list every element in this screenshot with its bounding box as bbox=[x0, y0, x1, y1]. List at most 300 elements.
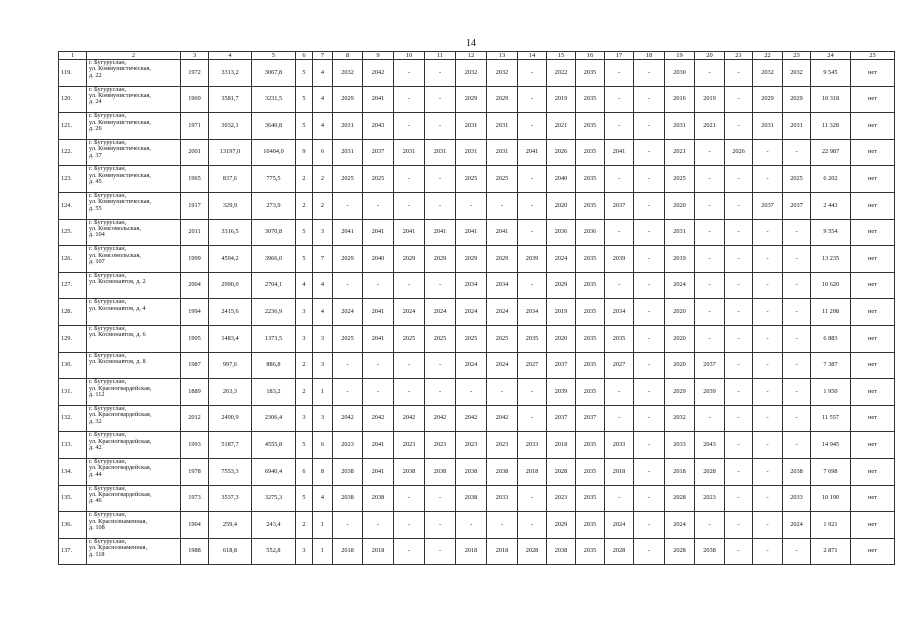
data-cell: - bbox=[753, 166, 783, 193]
data-cell: 3313,2 bbox=[209, 60, 252, 87]
data-cell: 2032 bbox=[487, 60, 518, 87]
data-cell: 2 bbox=[296, 192, 313, 219]
data-cell: 10 318 bbox=[811, 86, 851, 113]
data-cell: - bbox=[487, 512, 518, 539]
column-number-header: 23 bbox=[783, 52, 811, 60]
data-cell: - bbox=[634, 113, 665, 140]
data-cell: 5 bbox=[296, 60, 313, 87]
data-cell: - bbox=[725, 405, 753, 432]
data-cell: 2306,4 bbox=[252, 405, 296, 432]
data-cell: 1995 bbox=[181, 325, 209, 352]
data-cell: - bbox=[695, 299, 725, 326]
data-cell: 6940,4 bbox=[252, 458, 296, 485]
table-row bbox=[59, 86, 895, 113]
data-cell: 2029 bbox=[456, 86, 487, 113]
data-cell: 2016 bbox=[665, 86, 695, 113]
data-cell: 2 443 bbox=[811, 192, 851, 219]
address-line: ул. Комсомольская, bbox=[89, 251, 141, 259]
data-cell: 3 bbox=[313, 219, 333, 246]
data-cell: 2037 bbox=[695, 352, 725, 379]
data-cell: 775,5 bbox=[252, 166, 296, 193]
data-cell: 2 bbox=[296, 352, 313, 379]
data-cell: 2038 bbox=[425, 458, 456, 485]
address-line: г. Бугуруслан, bbox=[89, 272, 127, 279]
data-cell: 2042 bbox=[363, 60, 394, 87]
data-cell: - bbox=[518, 113, 547, 140]
data-cell: 1993 bbox=[181, 432, 209, 459]
data-cell: 2031 bbox=[333, 139, 363, 166]
table-row bbox=[59, 113, 895, 140]
column-number-header: 11 bbox=[425, 52, 456, 60]
column-number-header: 10 bbox=[394, 52, 425, 60]
data-cell: 6 202 bbox=[811, 166, 851, 193]
data-cell: 2035 bbox=[518, 325, 547, 352]
address-line: ул. Коммунистическая, bbox=[89, 145, 151, 153]
address-line: ул. Космонавтов, д. 6 bbox=[89, 331, 146, 339]
data-cell: 3640,8 bbox=[252, 113, 296, 140]
data-cell: - bbox=[634, 60, 665, 87]
address-line: д. 42 bbox=[89, 444, 102, 452]
data-cell: 2035 bbox=[576, 139, 605, 166]
data-cell: - bbox=[518, 219, 547, 246]
data-cell: 4 bbox=[313, 86, 333, 113]
data-cell: 2025 bbox=[783, 166, 811, 193]
data-cell: - bbox=[425, 192, 456, 219]
data-cell: 2019 bbox=[695, 86, 725, 113]
data-cell: 2018 bbox=[487, 538, 518, 565]
data-cell: - bbox=[753, 512, 783, 539]
data-cell: 2032 bbox=[665, 405, 695, 432]
row-number: 127. bbox=[59, 272, 87, 299]
row-number: 129. bbox=[59, 325, 87, 352]
data-cell: 886,8 bbox=[252, 352, 296, 379]
data-cell: 1917 bbox=[181, 192, 209, 219]
data-cell: нет bbox=[851, 113, 895, 140]
data-cell: 2029 bbox=[547, 512, 576, 539]
address-cell bbox=[87, 299, 181, 326]
address-line: ул. Красногвардейская, bbox=[89, 437, 152, 445]
data-cell: 2037 bbox=[753, 192, 783, 219]
data-cell: 2036 bbox=[547, 219, 576, 246]
data-cell: - bbox=[363, 272, 394, 299]
data-cell: 2236,9 bbox=[252, 299, 296, 326]
data-cell: - bbox=[634, 512, 665, 539]
table-row bbox=[59, 325, 895, 352]
data-cell: 10 620 bbox=[811, 272, 851, 299]
data-cell: 2028 bbox=[518, 538, 547, 565]
data-cell: 2031 bbox=[333, 113, 363, 140]
data-cell: 1987 bbox=[181, 352, 209, 379]
data-cell: 3 bbox=[296, 538, 313, 565]
data-cell: - bbox=[783, 325, 811, 352]
address-line: г. Бугуруслан, bbox=[89, 511, 127, 519]
data-cell: - bbox=[425, 166, 456, 193]
data-cell: 2042 bbox=[333, 405, 363, 432]
row-number: 120. bbox=[59, 86, 87, 113]
data-cell: - bbox=[695, 272, 725, 299]
column-number-header: 5 bbox=[252, 52, 296, 60]
data-cell: - bbox=[725, 352, 753, 379]
data-cell: 14 945 bbox=[811, 432, 851, 459]
address-line: д. 108 bbox=[89, 523, 105, 531]
data-cell: 3537,3 bbox=[209, 485, 252, 512]
data-cell: 2030 bbox=[665, 60, 695, 87]
data-cell: 1 bbox=[313, 512, 333, 539]
table-row bbox=[59, 219, 895, 246]
data-cell: 997,6 bbox=[209, 352, 252, 379]
data-cell: - bbox=[634, 166, 665, 193]
data-cell: 2038 bbox=[333, 485, 363, 512]
address-line: ул. Коммунистическая, bbox=[89, 198, 151, 206]
data-cell: 2028 bbox=[665, 485, 695, 512]
data-cell: 2035 bbox=[576, 86, 605, 113]
data-cell: 2029 bbox=[783, 86, 811, 113]
address-cell bbox=[87, 538, 181, 565]
data-cell: 2024 bbox=[665, 272, 695, 299]
data-cell: - bbox=[394, 485, 425, 512]
data-cell: - bbox=[753, 405, 783, 432]
data-cell: 2025 bbox=[456, 166, 487, 193]
data-cell: 2029 bbox=[487, 246, 518, 273]
data-cell: - bbox=[333, 512, 363, 539]
data-cell: 2024 bbox=[456, 299, 487, 326]
address-cell bbox=[87, 192, 181, 219]
column-number-header: 16 bbox=[576, 52, 605, 60]
data-cell: 4594,2 bbox=[209, 246, 252, 273]
data-cell: 2038 bbox=[394, 458, 425, 485]
data-cell: 2041 bbox=[363, 299, 394, 326]
data-cell: - bbox=[634, 219, 665, 246]
data-cell: - bbox=[518, 192, 547, 219]
data-cell: - bbox=[753, 432, 783, 459]
address-cell bbox=[87, 113, 181, 140]
data-cell: 2021 bbox=[547, 113, 576, 140]
data-cell: 8 bbox=[313, 458, 333, 485]
data-cell: - bbox=[783, 139, 811, 166]
address-line: г. Бугуруслан, bbox=[89, 219, 127, 226]
data-cell: 2019 bbox=[547, 299, 576, 326]
data-cell: - bbox=[695, 166, 725, 193]
data-cell: - bbox=[725, 485, 753, 512]
column-number-header: 7 bbox=[313, 52, 333, 60]
address-line: г. Бугуруслан, bbox=[89, 458, 127, 465]
address-line: д. 37 bbox=[89, 151, 102, 159]
data-cell: - bbox=[425, 352, 456, 379]
row-number: 126. bbox=[59, 246, 87, 273]
data-cell: 2018 bbox=[605, 458, 634, 485]
data-cell: 2025 bbox=[456, 325, 487, 352]
data-cell: нет bbox=[851, 299, 895, 326]
data-cell: 2021 bbox=[695, 113, 725, 140]
data-cell: 329,9 bbox=[209, 192, 252, 219]
data-cell: нет bbox=[851, 538, 895, 565]
data-cell: 2039 bbox=[695, 379, 725, 406]
data-cell: 2032 bbox=[753, 60, 783, 87]
data-cell: нет bbox=[851, 458, 895, 485]
data-cell: - bbox=[363, 352, 394, 379]
data-cell: - bbox=[605, 219, 634, 246]
data-cell: 2001 bbox=[181, 139, 209, 166]
data-cell: 11 557 bbox=[811, 405, 851, 432]
data-cell: - bbox=[783, 379, 811, 406]
data-cell: нет bbox=[851, 272, 895, 299]
data-cell: 2039 bbox=[605, 246, 634, 273]
row-number: 130. bbox=[59, 352, 87, 379]
data-cell: 2032 bbox=[783, 60, 811, 87]
data-cell: 2034 bbox=[487, 272, 518, 299]
data-cell: - bbox=[753, 458, 783, 485]
data-cell: 1972 bbox=[181, 60, 209, 87]
data-cell: 2018 bbox=[456, 538, 487, 565]
data-cell: - bbox=[394, 166, 425, 193]
data-cell: - bbox=[783, 352, 811, 379]
data-cell: - bbox=[425, 86, 456, 113]
data-cell: 1889 bbox=[181, 379, 209, 406]
row-number: 122. bbox=[59, 139, 87, 166]
address-cell bbox=[87, 325, 181, 352]
address-line: г. Бугуруслан, bbox=[89, 431, 127, 439]
data-cell: 2038 bbox=[456, 458, 487, 485]
data-cell: 2029 bbox=[487, 86, 518, 113]
data-cell: - bbox=[456, 192, 487, 219]
table-row bbox=[59, 512, 895, 539]
column-number-header: 6 bbox=[296, 52, 313, 60]
data-cell: 2031 bbox=[456, 139, 487, 166]
data-cell: - bbox=[425, 538, 456, 565]
address-cell bbox=[87, 405, 181, 432]
data-cell: нет bbox=[851, 60, 895, 87]
address-line: д. 44 bbox=[89, 470, 102, 478]
data-cell: 4 bbox=[313, 60, 333, 87]
data-cell: 2035 bbox=[576, 485, 605, 512]
data-cell: - bbox=[725, 86, 753, 113]
address-cell bbox=[87, 432, 181, 459]
data-cell: 2023 bbox=[425, 432, 456, 459]
address-cell bbox=[87, 485, 181, 512]
address-line: д. 46 bbox=[89, 497, 102, 505]
address-cell bbox=[87, 458, 181, 485]
data-cell: - bbox=[753, 352, 783, 379]
data-cell: - bbox=[425, 272, 456, 299]
column-number-header: 25 bbox=[851, 52, 895, 60]
data-cell: 2020 bbox=[665, 325, 695, 352]
data-cell: - bbox=[634, 458, 665, 485]
data-cell: - bbox=[725, 246, 753, 273]
row-number: 137. bbox=[59, 538, 87, 565]
row-number: 134. bbox=[59, 458, 87, 485]
data-cell: - bbox=[333, 352, 363, 379]
data-cell: 2035 bbox=[576, 246, 605, 273]
data-cell: - bbox=[695, 139, 725, 166]
column-number-header: 2 bbox=[87, 52, 181, 60]
data-cell: - bbox=[363, 192, 394, 219]
data-cell: 2025 bbox=[425, 325, 456, 352]
data-cell: 2035 bbox=[576, 379, 605, 406]
data-cell: 2025 bbox=[394, 325, 425, 352]
data-cell: - bbox=[725, 538, 753, 565]
data-cell: 2038 bbox=[547, 538, 576, 565]
data-cell: 2024 bbox=[425, 299, 456, 326]
column-number-header: 18 bbox=[634, 52, 665, 60]
data-cell: 1 950 bbox=[811, 379, 851, 406]
row-number: 119. bbox=[59, 60, 87, 87]
data-cell: 2037 bbox=[783, 192, 811, 219]
data-cell: 2033 bbox=[518, 432, 547, 459]
data-cell: - bbox=[634, 379, 665, 406]
address-cell bbox=[87, 512, 181, 539]
data-cell: - bbox=[725, 432, 753, 459]
column-number-header: 8 bbox=[333, 52, 363, 60]
data-cell: - bbox=[634, 272, 665, 299]
data-cell: - bbox=[725, 272, 753, 299]
data-cell: 2042 bbox=[456, 405, 487, 432]
data-cell: 2024 bbox=[783, 512, 811, 539]
data-cell: 263,3 bbox=[209, 379, 252, 406]
data-cell: - bbox=[605, 272, 634, 299]
data-cell: 7553,3 bbox=[209, 458, 252, 485]
data-cell: - bbox=[363, 512, 394, 539]
table-row bbox=[59, 60, 895, 87]
data-cell: 4 bbox=[313, 485, 333, 512]
data-cell: 2027 bbox=[605, 352, 634, 379]
data-cell: 2040 bbox=[547, 166, 576, 193]
data-cell: 2035 bbox=[605, 325, 634, 352]
data-cell: - bbox=[333, 272, 363, 299]
address-line: ул. Коммунистическая, bbox=[89, 65, 151, 73]
data-cell: 2026 bbox=[725, 139, 753, 166]
data-cell: 2031 bbox=[394, 139, 425, 166]
table-row bbox=[59, 246, 895, 273]
data-cell: 2038 bbox=[456, 485, 487, 512]
data-cell: 4 bbox=[313, 299, 333, 326]
data-cell: 2037 bbox=[605, 192, 634, 219]
data-cell: 3 bbox=[296, 299, 313, 326]
data-cell: 2018 bbox=[333, 538, 363, 565]
data-cell: 1969 bbox=[181, 86, 209, 113]
address-line: ул. Красногвардейская, bbox=[89, 490, 152, 498]
table-row bbox=[59, 299, 895, 326]
address-line: ул. Краснознаменная, bbox=[89, 544, 148, 552]
data-cell: - bbox=[333, 379, 363, 406]
data-cell: 2490,9 bbox=[209, 405, 252, 432]
address-line: д. 55 bbox=[89, 204, 102, 212]
data-cell: 273,9 bbox=[252, 192, 296, 219]
data-cell: 2025 bbox=[487, 325, 518, 352]
data-cell: 2041 bbox=[333, 219, 363, 246]
data-cell: нет bbox=[851, 166, 895, 193]
address-line: г. Бугуруслан, bbox=[89, 139, 127, 146]
data-cell: 3 bbox=[296, 405, 313, 432]
data-cell: 3067,8 bbox=[252, 60, 296, 87]
data-cell: - bbox=[425, 485, 456, 512]
data-cell: 2032 bbox=[456, 60, 487, 87]
data-cell: 2029 bbox=[333, 86, 363, 113]
address-line: г. Бугуруслан, bbox=[89, 165, 127, 173]
data-cell: 2037 bbox=[547, 352, 576, 379]
address-line: ул. Космонавтов, д. 2 bbox=[89, 278, 146, 286]
data-cell: 2024 bbox=[605, 512, 634, 539]
data-cell: 3 bbox=[313, 405, 333, 432]
data-cell: 4 bbox=[313, 113, 333, 140]
address-line: ул. Красногвардейская, bbox=[89, 411, 152, 419]
data-cell: - bbox=[634, 299, 665, 326]
data-cell: 1994 bbox=[181, 299, 209, 326]
data-cell: 2019 bbox=[547, 86, 576, 113]
data-cell: 5 bbox=[296, 86, 313, 113]
data-cell: - bbox=[783, 299, 811, 326]
data-cell: 2023 bbox=[695, 485, 725, 512]
header-row bbox=[59, 52, 895, 60]
data-cell: - bbox=[725, 299, 753, 326]
column-number-header: 20 bbox=[695, 52, 725, 60]
column-number-header: 17 bbox=[605, 52, 634, 60]
column-number-header: 4 bbox=[209, 52, 252, 60]
row-number: 133. bbox=[59, 432, 87, 459]
data-cell: 2025 bbox=[665, 166, 695, 193]
address-cell bbox=[87, 139, 181, 166]
data-cell: 1965 bbox=[181, 166, 209, 193]
data-cell: 7 387 bbox=[811, 352, 851, 379]
address-line: г. Бугуруслан, bbox=[89, 59, 127, 66]
data-cell: 9 545 bbox=[811, 60, 851, 87]
table-row bbox=[59, 458, 895, 485]
data-cell: 2026 bbox=[547, 139, 576, 166]
data-cell: 2 bbox=[296, 379, 313, 406]
data-cell: - bbox=[605, 485, 634, 512]
data-cell: 2025 bbox=[363, 166, 394, 193]
data-cell: - bbox=[725, 60, 753, 87]
data-cell: нет bbox=[851, 86, 895, 113]
data-cell: 2035 bbox=[576, 512, 605, 539]
data-cell: 243,4 bbox=[252, 512, 296, 539]
data-cell: нет bbox=[851, 246, 895, 273]
data-cell: 2023 bbox=[487, 432, 518, 459]
data-cell: 6 bbox=[313, 432, 333, 459]
data-cell: 2024 bbox=[665, 512, 695, 539]
data-cell: 2041 bbox=[518, 139, 547, 166]
data-cell: 2018 bbox=[363, 538, 394, 565]
table-row bbox=[59, 192, 895, 219]
column-number-header: 21 bbox=[725, 52, 753, 60]
data-cell: - bbox=[394, 113, 425, 140]
data-cell: 2018 bbox=[665, 458, 695, 485]
data-cell: - bbox=[753, 379, 783, 406]
address-line: ул. Космонавтов, д. 8 bbox=[89, 357, 146, 365]
housing-register-table bbox=[58, 51, 895, 565]
data-cell: 2031 bbox=[487, 113, 518, 140]
data-cell: - bbox=[634, 405, 665, 432]
data-cell: 6 bbox=[313, 139, 333, 166]
data-cell: 2034 bbox=[518, 299, 547, 326]
address-line: г. Бугуруслан, bbox=[89, 405, 127, 412]
address-cell bbox=[87, 166, 181, 193]
data-cell: - bbox=[634, 352, 665, 379]
data-cell: нет bbox=[851, 192, 895, 219]
data-cell: 2029 bbox=[547, 272, 576, 299]
address-line: д. 26 bbox=[89, 125, 102, 132]
data-cell: 6 bbox=[296, 458, 313, 485]
data-cell: 2019 bbox=[665, 246, 695, 273]
table-row bbox=[59, 166, 895, 193]
data-cell: 2020 bbox=[665, 352, 695, 379]
data-cell: 5 bbox=[296, 432, 313, 459]
data-cell: нет bbox=[851, 432, 895, 459]
data-cell: 3231,5 bbox=[252, 86, 296, 113]
data-cell: - bbox=[487, 379, 518, 406]
data-cell: 2041 bbox=[425, 219, 456, 246]
data-cell: - bbox=[783, 219, 811, 246]
data-cell: 2035 bbox=[576, 538, 605, 565]
